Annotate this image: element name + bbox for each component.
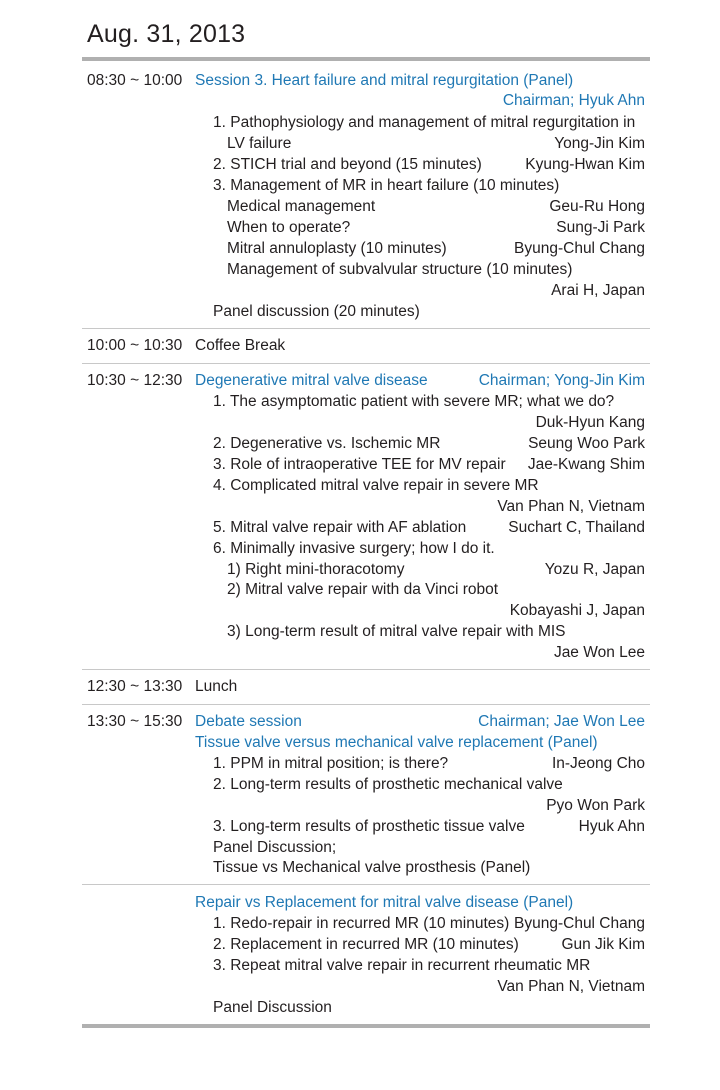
break-label: Coffee Break: [195, 337, 286, 354]
page-date: Aug. 31, 2013: [87, 20, 246, 48]
speaker: Arai H, Japan: [551, 282, 645, 299]
speaker: Yozu R, Japan: [544, 561, 645, 578]
session-title: Repair vs Replacement for mitral valve disease (Panel): [195, 894, 574, 911]
speaker: Hyuk Ahn: [578, 818, 645, 835]
speaker: In-Jeong Cho: [551, 755, 645, 772]
speaker: Kyung-Hwan Kim: [525, 156, 645, 173]
panel-discussion: Panel Discussion;: [213, 839, 337, 856]
session-time: 08:30 ~ 10:00: [87, 72, 183, 89]
speaker: Gun Jik Kim: [561, 936, 645, 953]
session-title: Degenerative mitral valve disease: [195, 372, 428, 389]
session-title: Session 3. Heart failure and mitral regurgitation (Panel): [195, 72, 574, 89]
speaker: Jae-Kwang Shim: [527, 456, 645, 473]
agenda-item: 1. Pathophysiology and management of mitral regurgitation in: [213, 114, 636, 131]
speaker: Yong-Jin Kim: [554, 135, 645, 152]
speaker: Suchart C, Thailand: [508, 519, 645, 536]
break-label: Lunch: [195, 678, 238, 695]
speaker: Sung-Ji Park: [556, 219, 645, 236]
agenda-item: LV failure: [227, 135, 292, 152]
divider: [82, 669, 650, 670]
top-rule: [82, 57, 650, 61]
session-chairman: Chairman; Jae Won Lee: [478, 713, 645, 730]
panel-discussion: Tissue vs Mechanical valve prosthesis (Panel): [213, 859, 531, 876]
agenda-subitem: Mitral annuloplasty (10 minutes): [227, 240, 447, 257]
speaker: Van Phan N, Vietnam: [497, 978, 645, 995]
agenda-subitem: 2) Mitral valve repair with da Vinci robot: [227, 581, 499, 598]
session-title: Debate session: [195, 713, 302, 730]
session-time: 10:00 ~ 10:30: [87, 337, 183, 354]
agenda-item: 1. Redo-repair in recurred MR (10 minutes): [213, 915, 510, 932]
agenda-subitem: Medical management: [227, 198, 376, 215]
panel-discussion: Panel Discussion: [213, 999, 332, 1016]
agenda-item: 2. Degenerative vs. Ischemic MR: [213, 435, 441, 452]
bottom-rule: [82, 1024, 650, 1028]
agenda-item: 2. STICH trial and beyond (15 minutes): [213, 156, 482, 173]
session-time: 13:30 ~ 15:30: [87, 713, 183, 730]
agenda-item: 2. Replacement in recurred MR (10 minutes): [213, 936, 519, 953]
speaker: Geu-Ru Hong: [549, 198, 645, 215]
agenda-item: 3. Role of intraoperative TEE for MV repair: [213, 456, 506, 473]
agenda-item: 3. Repeat mitral valve repair in recurrent rheumatic MR: [213, 957, 591, 974]
agenda-subitem: Management of subvalvular structure (10 minutes): [227, 261, 573, 278]
session-time: 10:30 ~ 12:30: [87, 372, 183, 389]
session-chairman: Chairman; Yong-Jin Kim: [478, 372, 645, 389]
speaker: Pyo Won Park: [546, 797, 645, 814]
speaker: Seung Woo Park: [528, 435, 645, 452]
divider: [82, 884, 650, 885]
agenda-item: 3. Long-term results of prosthetic tissue valve: [213, 818, 525, 835]
speaker: Kobayashi J, Japan: [509, 602, 645, 619]
agenda-item: 1. PPM in mitral position; is there?: [213, 755, 449, 772]
session-subtitle: Tissue valve versus mechanical valve replacement (Panel): [195, 734, 598, 751]
agenda-item: 2. Long-term results of prosthetic mechanical valve: [213, 776, 563, 793]
session-chairman: Chairman; Hyuk Ahn: [502, 92, 645, 109]
agenda-item: 5. Mitral valve repair with AF ablation: [213, 519, 467, 536]
agenda-item: 3. Management of MR in heart failure (10 minutes): [213, 177, 560, 194]
divider: [82, 363, 650, 364]
divider: [82, 328, 650, 329]
speaker: Jae Won Lee: [553, 644, 645, 661]
agenda-subitem: When to operate?: [227, 219, 351, 236]
speaker: Byung-Chul Chang: [514, 240, 645, 257]
agenda-subitem: 3) Long-term result of mitral valve repair with MIS: [227, 623, 566, 640]
agenda-subitem: 1) Right mini-thoracotomy: [227, 561, 405, 578]
speaker: Duk-Hyun Kang: [535, 414, 645, 431]
divider: [82, 704, 650, 705]
agenda-item: 4. Complicated mitral valve repair in severe MR: [213, 477, 539, 494]
agenda-item: 6. Minimally invasive surgery; how I do it.: [213, 540, 495, 557]
speaker: Byung-Chul Chang: [514, 915, 645, 932]
speaker: Van Phan N, Vietnam: [497, 498, 645, 515]
agenda-item: 1. The asymptomatic patient with severe MR; what we do?: [213, 393, 615, 410]
panel-discussion: Panel discussion (20 minutes): [213, 303, 420, 320]
session-time: 12:30 ~ 13:30: [87, 678, 183, 695]
